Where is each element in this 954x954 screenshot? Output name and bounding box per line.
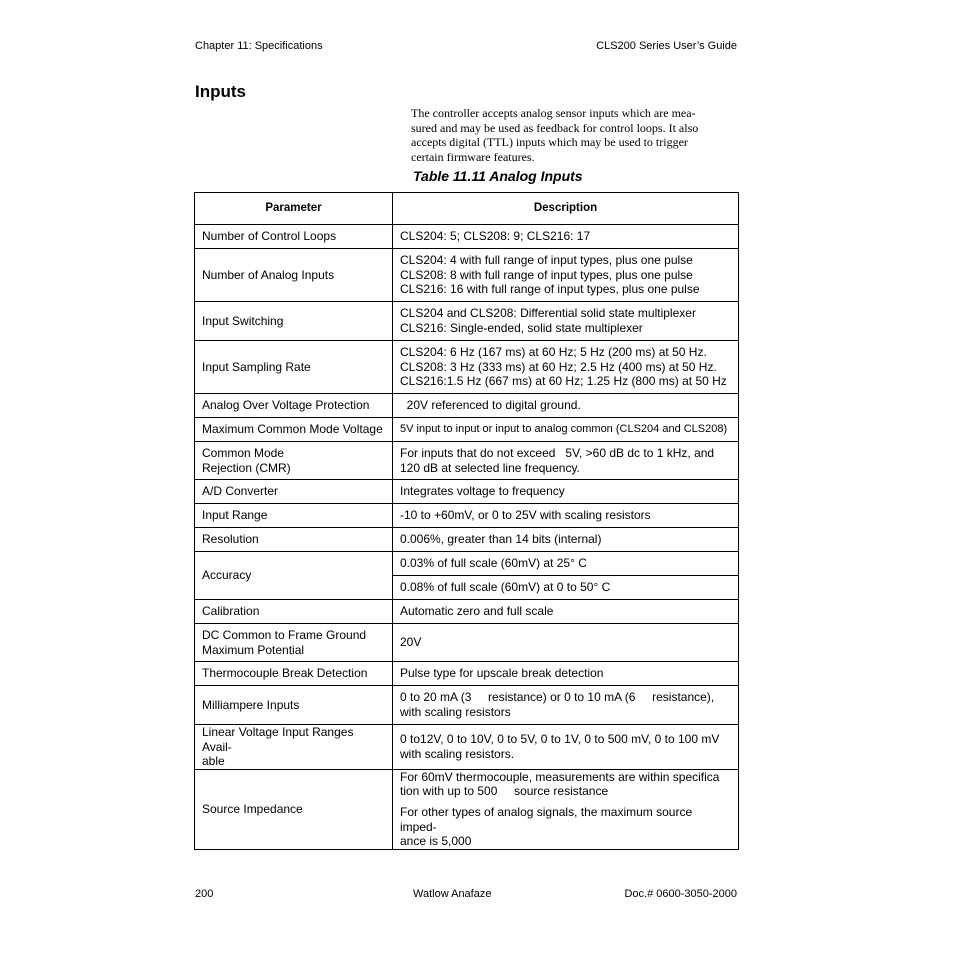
description-cell: 5V input to input or input to analog common (CLS204 and CLS208): [393, 418, 739, 442]
table-row: [195, 686, 739, 725]
description-cell: 0.006%, greater than 14 bits (internal): [393, 528, 739, 552]
analog-inputs-table: [194, 192, 739, 850]
description-cell: 20V: [393, 624, 739, 662]
table-row: [195, 225, 739, 249]
description-cell: [393, 686, 739, 725]
table-header-row: [195, 193, 739, 225]
parameter-line: Common Mode: [202, 445, 285, 460]
intro-paragraph: [411, 106, 741, 164]
table-row: [195, 624, 739, 662]
description-cell: Integrates voltage to frequency: [393, 480, 739, 504]
footer-doc-number: Doc.# 0600-3050-2000: [624, 888, 737, 900]
description-line: 120 dB at selected line frequency.: [400, 460, 580, 475]
description-cell: [393, 769, 739, 849]
description-line: For 60mV thermocouple, measurements are within specifica: [400, 769, 720, 784]
intro-line: sured and may be used as feedback for control loops. It also: [411, 120, 699, 135]
description-line: CLS208: 3 Hz (333 ms) at 60 Hz; 2.5 Hz (400 ms) at 50 Hz.: [400, 359, 717, 374]
parameter-cell: Maximum Common Mode Voltage: [195, 418, 393, 442]
description-cell: 20V referenced to digital ground.: [393, 394, 739, 418]
table-row: [195, 725, 739, 770]
running-header-guide: CLS200 Series User’s Guide: [596, 40, 737, 52]
table-row: [195, 418, 739, 442]
table-row: [195, 394, 739, 418]
description-line: with scaling resistors.: [400, 746, 515, 761]
intro-line: The controller accepts analog sensor inputs which are mea-: [411, 106, 696, 120]
parameter-cell: Number of Analog Inputs: [195, 249, 393, 302]
table-row: [195, 442, 739, 480]
description-line: CLS204: 6 Hz (167 ms) at 60 Hz; 5 Hz (200 ms) at 50 Hz.: [400, 345, 707, 360]
parameter-cell: Input Switching: [195, 302, 393, 341]
description-line: with scaling resistors: [400, 705, 511, 719]
description-line: For other types of analog signals, the maximum source imped-: [400, 804, 693, 834]
parameter-cell: [195, 725, 393, 770]
description-cell: Automatic zero and full scale: [393, 600, 739, 624]
table-row: [195, 480, 739, 504]
parameter-cell: A/D Converter: [195, 480, 393, 504]
table-row: [195, 600, 739, 624]
table-row: [195, 302, 739, 341]
description-line: CLS208: 8 with full range of input types, plus one pulse: [400, 267, 693, 282]
parameter-line: able: [202, 754, 225, 769]
parameter-cell: Calibration: [195, 600, 393, 624]
parameter-cell: Resolution: [195, 528, 393, 552]
parameter-line: Maximum Potential: [202, 642, 305, 657]
description-line: 0 to 20 mA (3 resistance) or 0 to 10 mA (6 resistance),: [400, 690, 715, 705]
parameter-cell: Milliampere Inputs: [195, 686, 393, 725]
table-row: [195, 769, 739, 849]
column-header-parameter: Parameter: [195, 193, 393, 225]
description-line: CLS216:1.5 Hz (667 ms) at 60 Hz; 1.25 Hz (800 ms) at 50 Hz: [400, 374, 727, 389]
parameter-line: Linear Voltage Input Ranges Avail-: [202, 725, 354, 754]
description-cell: [393, 341, 739, 394]
description-line: CLS204 and CLS208: Differential solid state multiplexer: [400, 306, 696, 321]
parameter-cell: Source Impedance: [195, 769, 393, 849]
intro-line: accepts digital (TTL) inputs which may be used to trigger: [411, 135, 688, 150]
description-line: 0 to12V, 0 to 10V, 0 to 5V, 0 to 1V, 0 to 500 mV, 0 to 100 mV: [400, 732, 720, 747]
table-row: [195, 504, 739, 528]
description-cell: 0.03% of full scale (60mV) at 25° C: [393, 552, 739, 576]
description-cell: [393, 442, 739, 480]
description-line: CLS216: Single-ended, solid state multiplexer: [400, 321, 643, 335]
description-cell: [393, 302, 739, 341]
description-cell: Pulse type for upscale break detection: [393, 662, 739, 686]
description-line: CLS216: 16 with full range of input types, plus one pulse: [400, 282, 700, 297]
parameter-cell: Analog Over Voltage Protection: [195, 394, 393, 418]
parameter-line: DC Common to Frame Ground: [202, 627, 367, 642]
table-caption: Table 11.11 Analog Inputs: [413, 168, 583, 184]
table-row: [195, 662, 739, 686]
table-row: [195, 249, 739, 302]
parameter-line: Rejection (CMR): [202, 460, 291, 475]
parameter-cell: Input Range: [195, 504, 393, 528]
parameter-cell: [195, 624, 393, 662]
table-row: [195, 528, 739, 552]
intro-line: certain firmware features.: [411, 149, 535, 164]
description-line: CLS204: 4 with full range of input types, plus one pulse: [400, 253, 693, 268]
description-cell: CLS204: 5; CLS208: 9; CLS216: 17: [393, 225, 739, 249]
running-header-chapter: Chapter 11: Specifications: [195, 40, 323, 52]
parameter-cell: [195, 442, 393, 480]
table-row: [195, 552, 739, 576]
table-row: [195, 341, 739, 394]
parameter-cell: Accuracy: [195, 552, 393, 600]
description-line: For inputs that do not exceed 5V, >60 dB dc to 1 kHz, and: [400, 445, 715, 460]
description-cell: -10 to +60mV, or 0 to 25V with scaling resistors: [393, 504, 739, 528]
description-line: tion with up to 500 source resistance: [400, 784, 609, 799]
page-number: 200: [195, 888, 214, 900]
description-cell: 0.08% of full scale (60mV) at 0 to 50° C: [393, 576, 739, 600]
description-cell: [393, 249, 739, 302]
parameter-cell: Number of Control Loops: [195, 225, 393, 249]
description-line: ance is 5,000: [400, 834, 472, 849]
section-title: Inputs: [195, 82, 246, 101]
parameter-cell: Thermocouple Break Detection: [195, 662, 393, 686]
parameter-cell: Input Sampling Rate: [195, 341, 393, 394]
column-header-description: Description: [393, 193, 739, 225]
description-cell: [393, 725, 739, 770]
footer-company: Watlow Anafaze: [413, 888, 492, 900]
